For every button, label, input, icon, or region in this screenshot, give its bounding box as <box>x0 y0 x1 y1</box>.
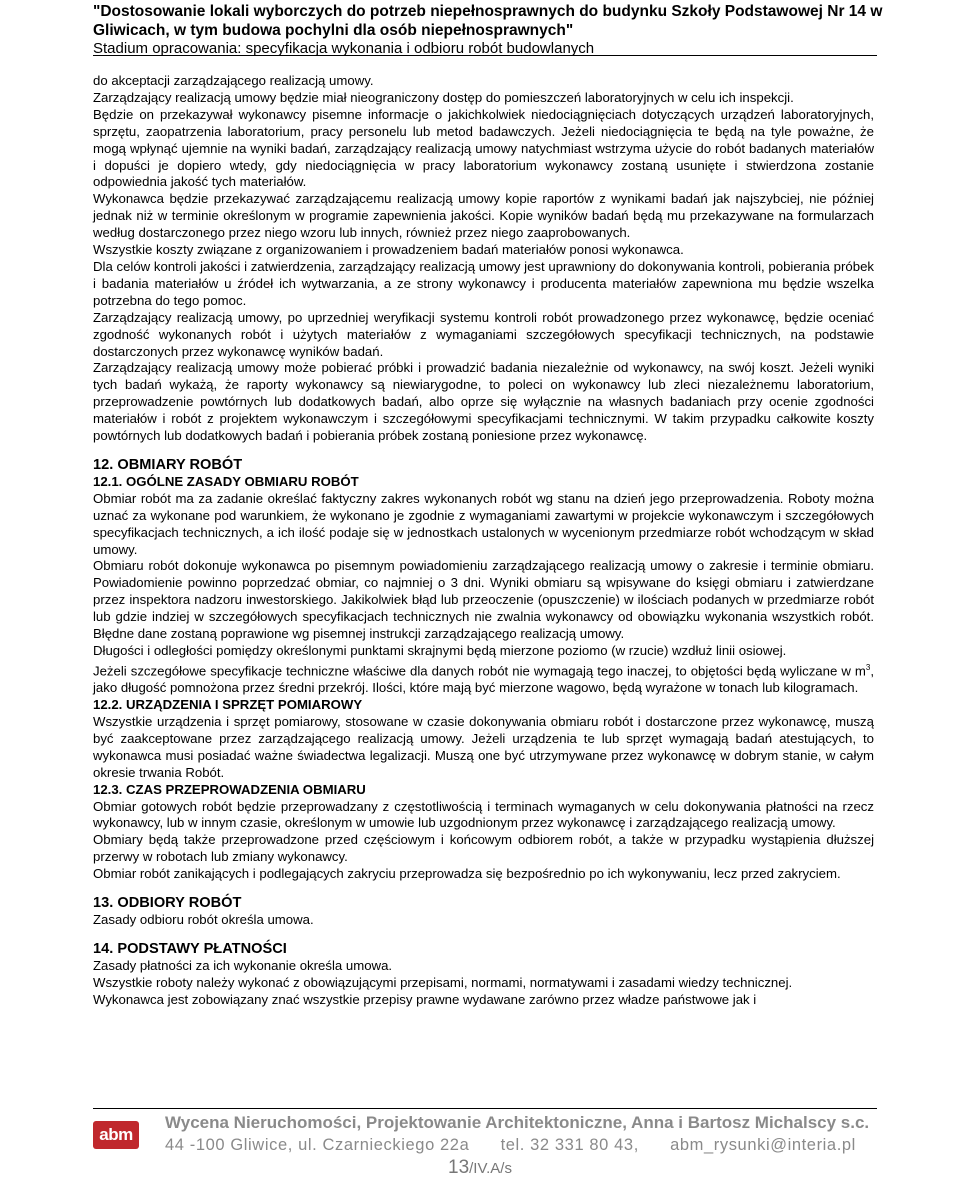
paragraph: Wszystkie koszty związane z organizowaniem i prowadzeniem badań materiałów ponosi wykonawca. <box>93 242 684 258</box>
header-subtitle: Stadium opracowania: specyfikacja wykonania i odbioru robót budowlanych <box>93 40 595 57</box>
header-title-line2: Gliwicach, w tym budowa pochylni dla osób niepełnosprawnych" <box>93 22 574 39</box>
footer-address: 44 -100 Gliwice, ul. Czarnieckiego 22a <box>165 1136 470 1154</box>
footer-phone: tel. 32 331 80 43, <box>500 1136 639 1154</box>
page-number <box>448 1157 512 1179</box>
superscript: 3 <box>865 662 871 672</box>
paragraph: Obmiar gotowych robót będzie przeprowadzany z częstotliwością i terminach wymaganych w celu dokonywania płatności na rzecz wykonawcy, lub w innym czasie, określonym w umowie lub uzgodnionym przez wykonawcę i zarządzającego realizacją umowy. <box>93 798 874 831</box>
paragraph <box>93 660 874 697</box>
document-header <box>93 2 893 58</box>
paragraph: Zasady płatności za ich wykonanie określa umowa. <box>93 957 393 973</box>
paragraph-text: , jako długość pomnożona przez średni przekrój. Ilości, które mają być mierzone wagowo, będą wyrażone w tonach lub kilogramach. <box>93 663 874 696</box>
paragraph: do akceptacji zarządzającego realizacją umowy. <box>93 73 374 88</box>
section-heading-13: 13. ODBIORY ROBÓT <box>93 895 242 912</box>
paragraph: Będzie on przekazywał wykonawcy pisemne informacje o jakichkolwiek niedociągnięciach dotyczących urządzeń laboratoryjnych, sprzętu, zaopatrzenia laboratorium, pracy personelu lub metod badawczych. Jeżeli niedociągnięcia te będą na tyle poważne, że mogą wpłynąć ujemnie na wyniki badań, zarządzający realizacją umowy natychmiast wstrzyma użycie do robót badanych materiałów i dopuści je dopiero wtedy, gdy niedociągnięcia w pracy laboratorium wykonawcy zostaną usunięte i stwierdzona zostanie odpowiednia jakość tych materiałów. <box>93 106 874 190</box>
company-logo: abm <box>93 1121 139 1149</box>
paragraph: Obmiar robót ma za zadanie określać faktyczny zakres wykonanych robót wg stanu na dzień jego przeprowadzenia. Roboty można uznać za wykonane pod warunkiem, że wykonano je zgodnie z wymaganiami zawartymi w projekcie wykonawczym i szczegółowych specyfikacjach technicznych, a ich ilość podaje się w jednostkach ustalonych w wycenionym przedmiarze robót wchodzącym w skład umowy. <box>93 490 874 557</box>
subsection-heading-12-2: 12.2. URZĄDZENIA I SPRZĘT POMIAROWY <box>93 697 363 713</box>
paragraph-text: Jeżeli szczegółowe specyfikacje techniczne właściwe dla danych robót nie wymagają tego inaczej, to objętości będą wyliczane w m <box>93 663 866 679</box>
subsection-heading-12-1: 12.1. OGÓLNE ZASADY OBMIARU ROBÓT <box>93 473 359 489</box>
paragraph: Obmiar robót zanikających i podlegających zakryciu przeprowadza się bezpośrednio po ich wykonywaniu, lecz przed zakryciem. <box>93 866 841 882</box>
paragraph: Zarządzający realizacją umowy może pobierać próbki i prowadzić badania niezależnie od wykonawcy, na swój koszt. Jeżeli wyniki tych badań wykażą, że raporty wykonawcy są niewiarygodne, to poleci on wykonawcy lub zleci niezależnemu laboratorium, przeprowadzenie powtórnych lub dodatkowych badań, albo oprze się wyłącznie na własnych badaniach przy ocenie zgodności materiałów i robót z projektem wykonawczym i szczegółowymi specyfikacjami technicznymi. W takim przypadku całkowite koszty powtórnych lub dodatkowych badań i pobierania próbek zostaną poniesione przez wykonawcę. <box>93 360 874 444</box>
paragraph: Długości i odległości pomiędzy określonymi punktami skrajnymi będą mierzone poziomo (w rzucie) wzdłuż linii osiowej. <box>93 643 787 658</box>
document-body <box>93 73 874 1009</box>
paragraph: Dla celów kontroli jakości i zatwierdzenia, zarządzający realizacją umowy jest uprawniony do dokonywania kontroli, pobierania próbek i badania materiałów u źródeł ich wytwarzania, a ze strony wykonawcy i producenta materiałów zapewniona mu będzie wszelka potrzebna do tego pomoc. <box>93 258 874 308</box>
paragraph: Zarządzający realizacją umowy będzie miał nieograniczony dostęp do pomieszczeń laboratoryjnych w celu ich inspekcji. <box>93 89 794 105</box>
footer-contact <box>165 1136 856 1155</box>
footer-email: abm_rysunki@interia.pl <box>670 1136 856 1154</box>
subsection-heading-12-3: 12.3. CZAS PRZEPROWADZENIA OBMIARU <box>93 781 366 797</box>
page-number-suffix: /IV.A/s <box>469 1160 512 1177</box>
page-number-value: 13 <box>448 1157 470 1178</box>
paragraph: Obmiaru robót dokonuje wykonawca po pisemnym powiadomieniu zarządzającego realizacją umowy o zakresie i terminie obmiaru. Powiadomienie powinno poprzedzać obmiar, co najmniej o 3 dni. Wyniki obmiaru są wpisywane do księgi obmiaru i zatwierdzane przez inspektora nadzoru inwestorskiego. Jakikolwiek błąd lub przeoczenie (opuszczenie) w ilościach podanych w przedmiarze robót lub gdzie indziej w szczegółowych specyfikacjach technicznych nie zwalnia wykonawcy od obowiązku wykonania wszystkich robót. Błędne dane zostaną poprawione wg pisemnej instrukcji zarządzającego realizacją umowy. <box>93 558 874 642</box>
paragraph: Wykonawca będzie przekazywać zarządzającemu realizacją umowy kopie raportów z wynikami badań jak najszybciej, nie później jednak niż w terminie określonym w programie zapewnienia jakości. Kopie wyników badań będą mu przekazywane na formularzach według dostarczonego przez niego wzoru lub innych, również przez niego zaaprobowanych. <box>93 191 874 241</box>
header-divider <box>93 55 877 56</box>
header-title-line1: "Dostosowanie lokali wyborczych do potrzeb niepełnosprawnych do budynku Szkoły Podstawowej Nr 14 w <box>93 3 883 20</box>
paragraph: Zasady odbioru robót określa umowa. <box>93 912 314 928</box>
paragraph: Obmiary będą także przeprowadzone przed częściowym i końcowym odbiorem robót, a także w przypadku wystąpienia dłuższej przerwy w robotach lub zmiany wykonawcy. <box>93 832 874 865</box>
paragraph: Wykonawca jest zobowiązany znać wszystkie przepisy prawne wydawane zarówno przez władze państwowe jak i <box>93 991 757 1007</box>
footer-divider <box>93 1108 877 1109</box>
paragraph: Wszystkie roboty należy wykonać z obowiązującymi przepisami, normami, normatywami i zasadami wiedzy technicznej. <box>93 974 793 990</box>
paragraph: Zarządzający realizacją umowy, po uprzedniej weryfikacji systemu kontroli robót prowadzonego przez wykonawcę, będzie oceniać zgodność wykonanych robót i użytych materiałów z wymaganiami szczegółowych specyfikacji technicznych, na podstawie dostarczonych przez wykonawcę wyników badań. <box>93 309 874 359</box>
section-heading-14: 14. PODSTAWY PŁATNOŚCI <box>93 940 287 957</box>
paragraph: Wszystkie urządzenia i sprzęt pomiarowy, stosowane w czasie dokonywania obmiaru robót i dostarczone przez wykonawcę, muszą być zaakceptowane przez zarządzającego realizacją umowy. Jeżeli urządzenia te lub sprzęt wymagają badań atestujących, to wykonawca musi posiadać ważne świadectwa legalizacji. Muszą one być utrzymywane przez wykonawcę w dobrym stanie, w całym okresie trwania Robót. <box>93 714 874 780</box>
footer-company-name: Wycena Nieruchomości, Projektowanie Architektoniczne, Anna i Bartosz Michalscy s.c. <box>165 1113 870 1132</box>
section-heading-12: 12. OBMIARY ROBÓT <box>93 456 243 473</box>
